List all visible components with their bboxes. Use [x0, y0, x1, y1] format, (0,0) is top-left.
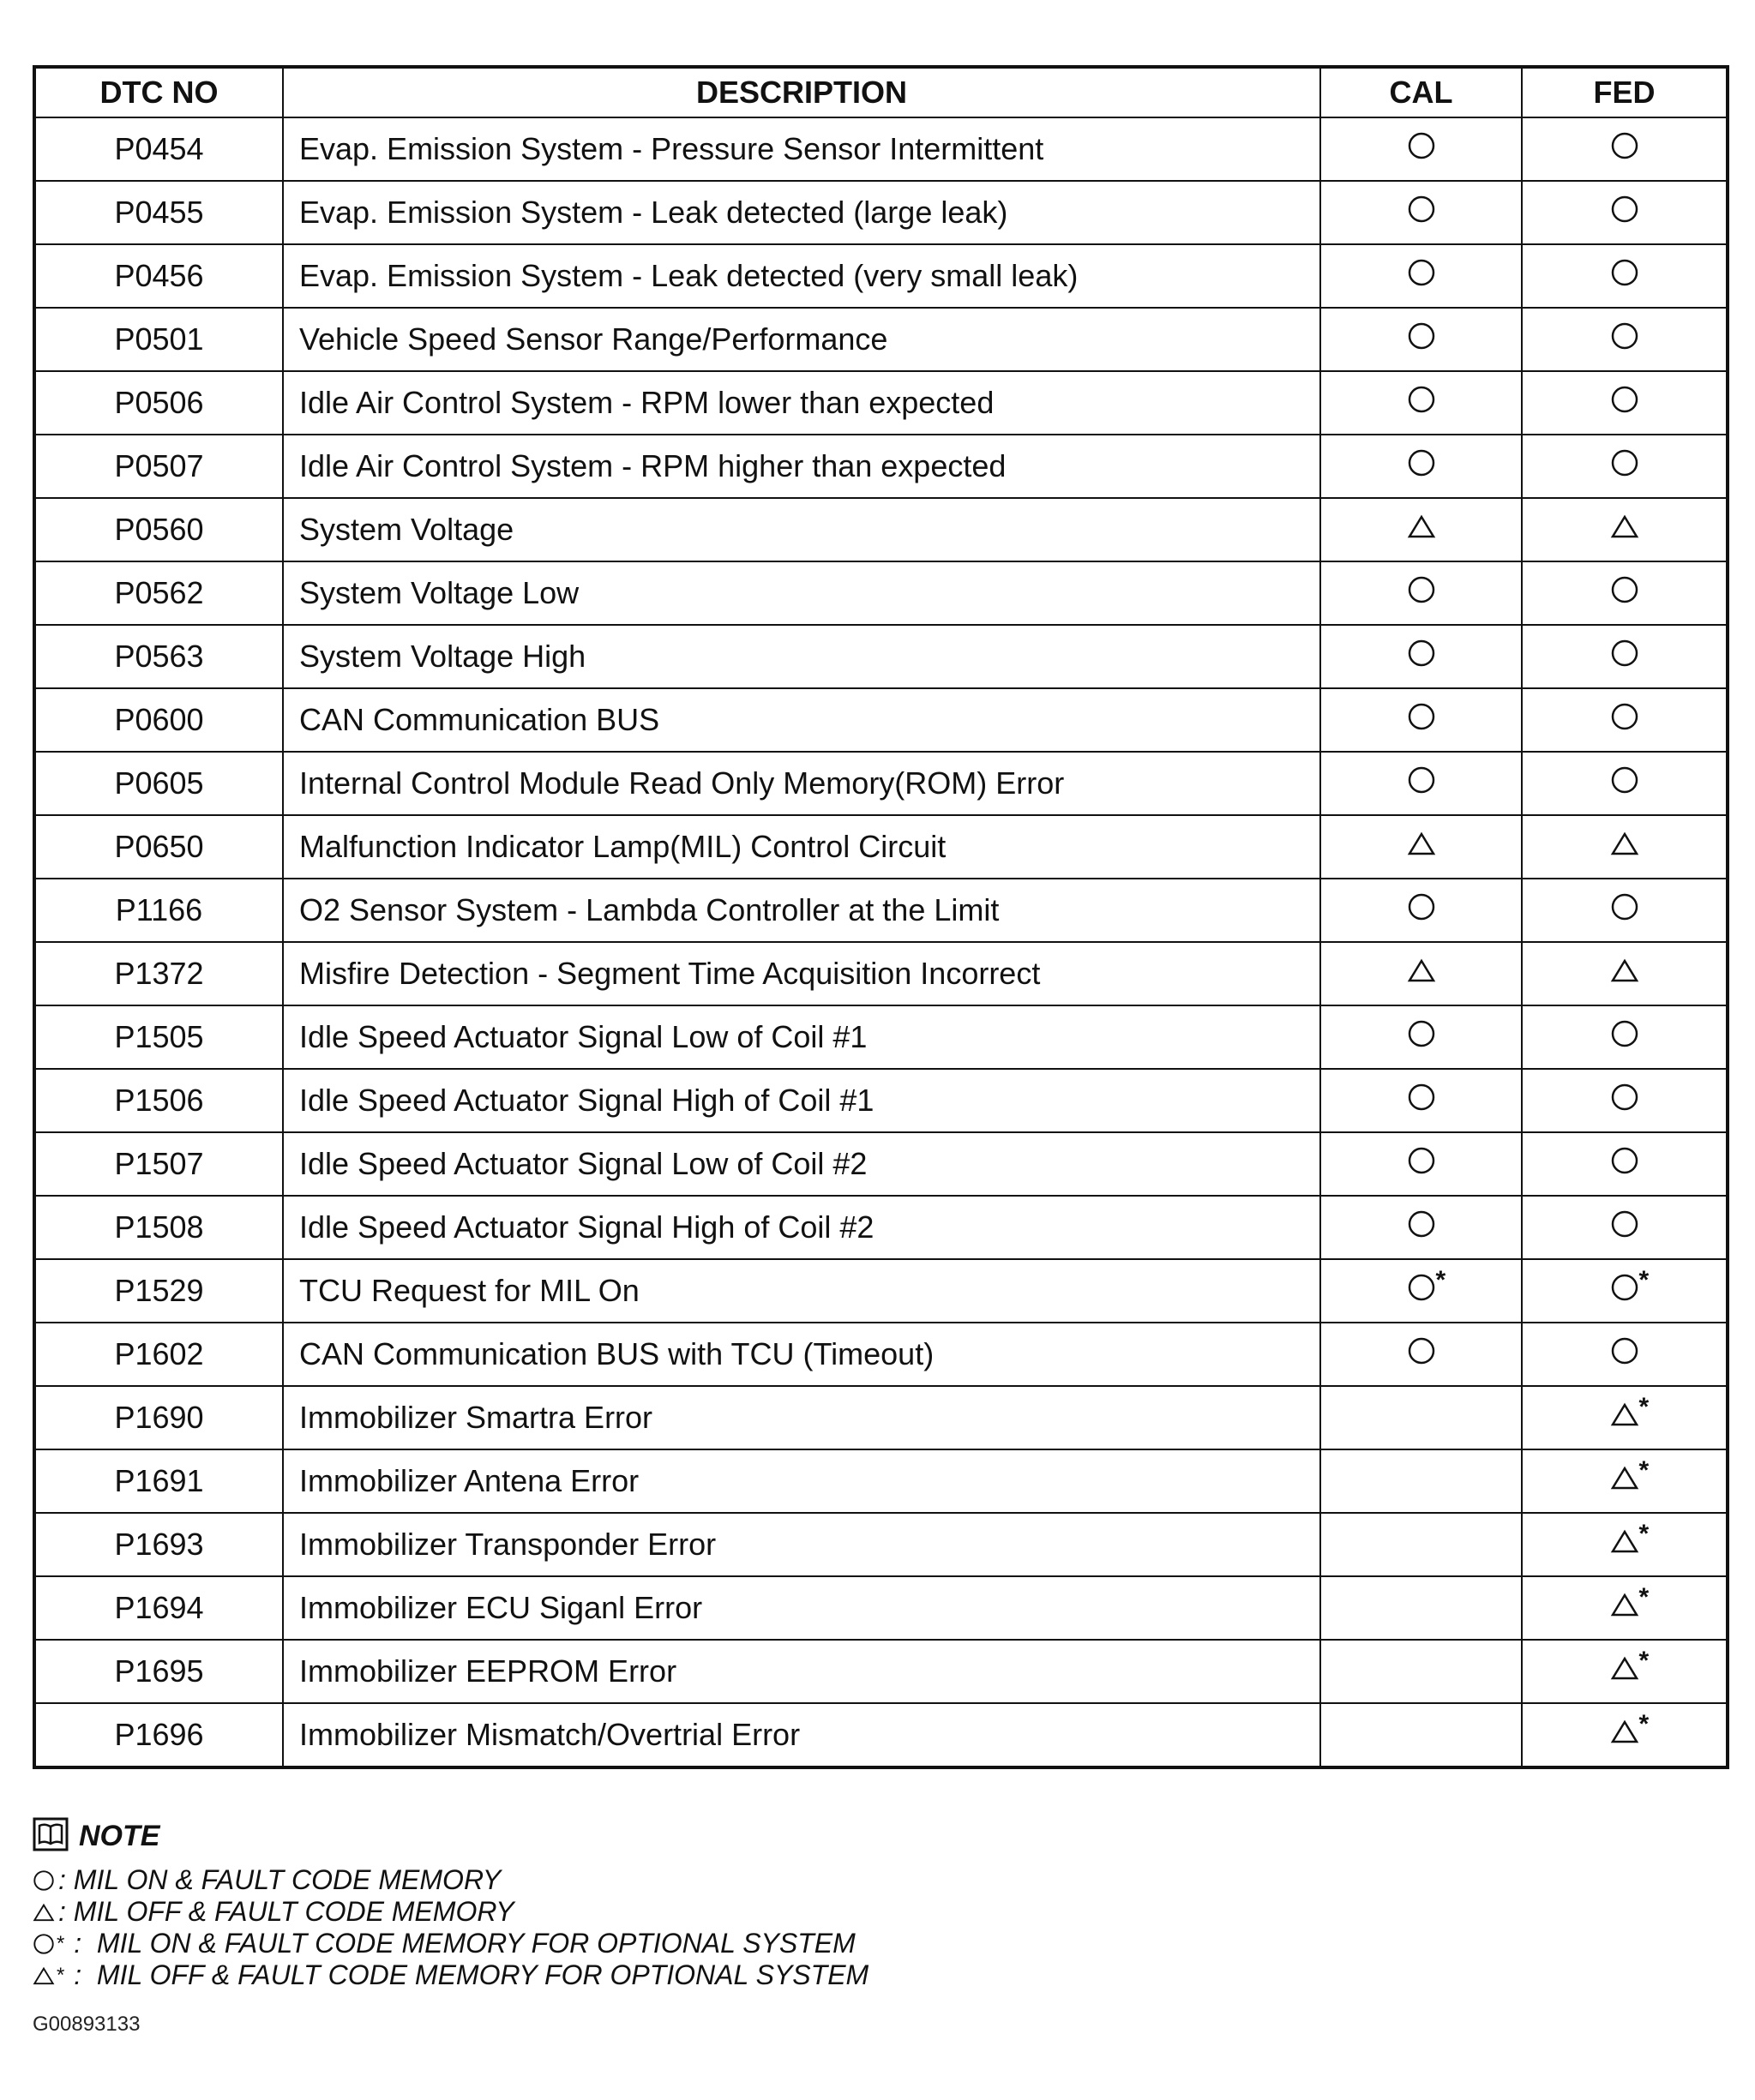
fed-cell [1522, 1259, 1728, 1323]
circle-icon [1407, 575, 1436, 604]
table-row [34, 1576, 1728, 1640]
triangle-icon [1407, 956, 1436, 985]
dtc-code: P0560 [34, 498, 283, 561]
table-row [34, 1259, 1728, 1323]
circle-icon [1407, 702, 1436, 731]
circle-icon [1407, 1019, 1436, 1048]
dtc-code: P0456 [34, 244, 283, 308]
table-row [34, 1513, 1728, 1576]
dtc-code: P0600 [34, 688, 283, 752]
legend-text: : MIL ON & FAULT CODE MEMORY FOR OPTIONAL SYSTEM [66, 1928, 856, 1959]
circle-icon [1407, 1146, 1436, 1175]
dtc-code: P0605 [34, 752, 283, 815]
triangle-star-icon: * [1610, 1653, 1639, 1683]
circle-icon [1610, 702, 1639, 731]
cal-cell [1320, 561, 1522, 625]
circle-icon [1610, 258, 1639, 287]
circle-icon [33, 1869, 58, 1892]
dtc-description: System Voltage High [283, 625, 1320, 688]
cal-cell [1320, 1196, 1522, 1259]
table-row [34, 498, 1728, 561]
triangle-icon [1610, 956, 1639, 985]
cal-cell [1320, 371, 1522, 435]
circle-star-icon: * [33, 1928, 66, 1959]
header-cal: CAL [1320, 67, 1522, 117]
dtc-code: P1695 [34, 1640, 283, 1703]
fed-cell [1522, 879, 1728, 942]
triangle-star-icon: * [1610, 1590, 1639, 1619]
dtc-code: P1507 [34, 1132, 283, 1196]
dtc-code: P1696 [34, 1703, 283, 1767]
dtc-code: P0455 [34, 181, 283, 244]
table-row [34, 1196, 1728, 1259]
fed-cell [1522, 1513, 1728, 1576]
triangle-icon [1610, 512, 1639, 541]
cal-cell [1320, 1513, 1522, 1576]
circle-icon [1407, 321, 1436, 351]
fed-cell [1522, 561, 1728, 625]
circle-icon [1610, 385, 1639, 414]
dtc-description: System Voltage Low [283, 561, 1320, 625]
circle-icon [1610, 575, 1639, 604]
dtc-code: P1694 [34, 1576, 283, 1640]
table-row [34, 1386, 1728, 1449]
cal-cell [1320, 815, 1522, 879]
fed-cell [1522, 688, 1728, 752]
circle-icon [1610, 448, 1639, 477]
circle-icon [1610, 1146, 1639, 1175]
dtc-table [33, 65, 1729, 1769]
cal-cell [1320, 1386, 1522, 1449]
cal-cell [1320, 879, 1522, 942]
table-row [34, 561, 1728, 625]
header-fed: FED [1522, 67, 1728, 117]
dtc-description: TCU Request for MIL On [283, 1259, 1320, 1323]
circle-icon [1407, 448, 1436, 477]
circle-icon [1610, 131, 1639, 160]
dtc-code: P1372 [34, 942, 283, 1005]
dtc-code: P1506 [34, 1069, 283, 1132]
dtc-code: P1691 [34, 1449, 283, 1513]
dtc-code: P0563 [34, 625, 283, 688]
dtc-description: Immobilizer Antena Error [283, 1449, 1320, 1513]
table-row [34, 1132, 1728, 1196]
circle-icon [1407, 892, 1436, 921]
circle-icon [1407, 765, 1436, 795]
triangle-star-icon: * [1610, 1717, 1639, 1746]
legend-text: : MIL OFF & FAULT CODE MEMORY [58, 1896, 514, 1927]
legend-item [33, 1864, 1319, 1896]
fed-cell [1522, 1449, 1728, 1513]
dtc-code: P1166 [34, 879, 283, 942]
fed-cell [1522, 1005, 1728, 1069]
fed-cell [1522, 308, 1728, 371]
note-title: NOTE [79, 1820, 160, 1852]
table-row [34, 625, 1728, 688]
table-row [34, 117, 1728, 181]
dtc-description: Vehicle Speed Sensor Range/Performance [283, 308, 1320, 371]
fed-cell [1522, 1323, 1728, 1386]
note-header [33, 1817, 1319, 1856]
dtc-description: O2 Sensor System - Lambda Controller at the Limit [283, 879, 1320, 942]
circle-icon [1407, 131, 1436, 160]
fed-cell [1522, 1386, 1728, 1449]
dtc-description: Idle Speed Actuator Signal High of Coil #1 [283, 1069, 1320, 1132]
circle-icon [1610, 639, 1639, 668]
dtc-description: Immobilizer Transponder Error [283, 1513, 1320, 1576]
circle-icon [1407, 385, 1436, 414]
cal-cell [1320, 1703, 1522, 1767]
triangle-icon [1407, 512, 1436, 541]
cal-cell [1320, 752, 1522, 815]
fed-cell [1522, 117, 1728, 181]
figure-id: G00893133 [33, 2013, 141, 2036]
circle-star-icon: * [1610, 1273, 1639, 1302]
cal-cell [1320, 1323, 1522, 1386]
fed-cell [1522, 1069, 1728, 1132]
legend-text: : MIL OFF & FAULT CODE MEMORY FOR OPTIONAL SYSTEM [66, 1959, 869, 1990]
fed-cell [1522, 371, 1728, 435]
table-row [34, 752, 1728, 815]
dtc-description: Evap. Emission System - Pressure Sensor Intermittent [283, 117, 1320, 181]
dtc-code: P1693 [34, 1513, 283, 1576]
dtc-description: Idle Air Control System - RPM higher than expected [283, 435, 1320, 498]
table-row [34, 244, 1728, 308]
cal-cell [1320, 942, 1522, 1005]
cal-cell [1320, 244, 1522, 308]
dtc-description: Internal Control Module Read Only Memory(ROM) Error [283, 752, 1320, 815]
table-row [34, 1005, 1728, 1069]
legend-text: : MIL ON & FAULT CODE MEMORY [58, 1864, 502, 1895]
table-row [34, 1323, 1728, 1386]
fed-cell [1522, 942, 1728, 1005]
circle-icon [1610, 1019, 1639, 1048]
cal-cell [1320, 308, 1522, 371]
dtc-code: P0454 [34, 117, 283, 181]
circle-icon [1610, 1209, 1639, 1239]
fed-cell [1522, 244, 1728, 308]
triangle-star-icon: * [1610, 1527, 1639, 1556]
circle-icon [1407, 639, 1436, 668]
table-row [34, 371, 1728, 435]
dtc-code: P1602 [34, 1323, 283, 1386]
dtc-description: Malfunction Indicator Lamp(MIL) Control Circuit [283, 815, 1320, 879]
cal-cell [1320, 1259, 1522, 1323]
legend-item [33, 1959, 1319, 1991]
dtc-description: Immobilizer ECU Siganl Error [283, 1576, 1320, 1640]
cal-cell [1320, 498, 1522, 561]
fed-cell [1522, 1196, 1728, 1259]
triangle-icon [1610, 829, 1639, 858]
dtc-description: Idle Speed Actuator Signal Low of Coil #1 [283, 1005, 1320, 1069]
cal-cell [1320, 1005, 1522, 1069]
circle-icon [1407, 1336, 1436, 1365]
dtc-code: P1690 [34, 1386, 283, 1449]
dtc-code: P0507 [34, 435, 283, 498]
cal-cell [1320, 1640, 1522, 1703]
circle-icon [1610, 765, 1639, 795]
circle-icon [1407, 1083, 1436, 1112]
book-icon [33, 1817, 69, 1856]
fed-cell [1522, 1576, 1728, 1640]
table-row [34, 1703, 1728, 1767]
triangle-star-icon: * [1610, 1400, 1639, 1429]
triangle-star-icon: * [1610, 1463, 1639, 1492]
table-row [34, 1449, 1728, 1513]
dtc-code: P0650 [34, 815, 283, 879]
table-row [34, 435, 1728, 498]
cal-cell [1320, 117, 1522, 181]
cal-cell [1320, 1576, 1522, 1640]
circle-star-icon: * [1407, 1273, 1436, 1302]
fed-cell [1522, 181, 1728, 244]
dtc-code: P0501 [34, 308, 283, 371]
table-row [34, 879, 1728, 942]
header-description: DESCRIPTION [283, 67, 1320, 117]
cal-cell [1320, 625, 1522, 688]
fed-cell [1522, 752, 1728, 815]
dtc-code: P0506 [34, 371, 283, 435]
dtc-description: Misfire Detection - Segment Time Acquisition Incorrect [283, 942, 1320, 1005]
table-row [34, 1640, 1728, 1703]
cal-cell [1320, 1132, 1522, 1196]
circle-icon [1610, 1336, 1639, 1365]
cal-cell [1320, 1449, 1522, 1513]
table-row [34, 942, 1728, 1005]
dtc-code: P1529 [34, 1259, 283, 1323]
circle-icon [1610, 321, 1639, 351]
dtc-description: Immobilizer Smartra Error [283, 1386, 1320, 1449]
circle-icon [1407, 258, 1436, 287]
fed-cell [1522, 1703, 1728, 1767]
table-row [34, 1069, 1728, 1132]
circle-icon [1407, 1209, 1436, 1239]
triangle-icon [1407, 829, 1436, 858]
triangle-icon [33, 1901, 58, 1923]
cal-cell [1320, 1069, 1522, 1132]
circle-icon [1610, 195, 1639, 224]
dtc-code: P0562 [34, 561, 283, 625]
dtc-description: Evap. Emission System - Leak detected (very small leak) [283, 244, 1320, 308]
dtc-description: Idle Air Control System - RPM lower than expected [283, 371, 1320, 435]
triangle-star-icon: * [33, 1959, 66, 1991]
dtc-description: Immobilizer Mismatch/Overtrial Error [283, 1703, 1320, 1767]
fed-cell [1522, 625, 1728, 688]
legend-item [33, 1896, 1319, 1928]
dtc-description: Immobilizer EEPROM Error [283, 1640, 1320, 1703]
cal-cell [1320, 181, 1522, 244]
cal-cell [1320, 688, 1522, 752]
note-legend [33, 1864, 1319, 1991]
fed-cell [1522, 498, 1728, 561]
dtc-description: Evap. Emission System - Leak detected (large leak) [283, 181, 1320, 244]
fed-cell [1522, 815, 1728, 879]
table-row [34, 688, 1728, 752]
table-body [34, 117, 1728, 1767]
dtc-description: CAN Communication BUS [283, 688, 1320, 752]
fed-cell [1522, 435, 1728, 498]
dtc-description: Idle Speed Actuator Signal Low of Coil #2 [283, 1132, 1320, 1196]
header-row [34, 67, 1728, 117]
dtc-description: Idle Speed Actuator Signal High of Coil #2 [283, 1196, 1320, 1259]
dtc-code: P1508 [34, 1196, 283, 1259]
dtc-description: System Voltage [283, 498, 1320, 561]
table-row [34, 181, 1728, 244]
legend-item [33, 1928, 1319, 1959]
dtc-description: CAN Communication BUS with TCU (Timeout) [283, 1323, 1320, 1386]
table-row [34, 308, 1728, 371]
fed-cell [1522, 1640, 1728, 1703]
dtc-code: P1505 [34, 1005, 283, 1069]
cal-cell [1320, 435, 1522, 498]
note-section [33, 1817, 1319, 1991]
fed-cell [1522, 1132, 1728, 1196]
circle-icon [1610, 1083, 1639, 1112]
header-dtc-no: DTC NO [34, 67, 283, 117]
circle-icon [1407, 195, 1436, 224]
table-header [34, 67, 1728, 117]
circle-icon [1610, 892, 1639, 921]
table-row [34, 815, 1728, 879]
